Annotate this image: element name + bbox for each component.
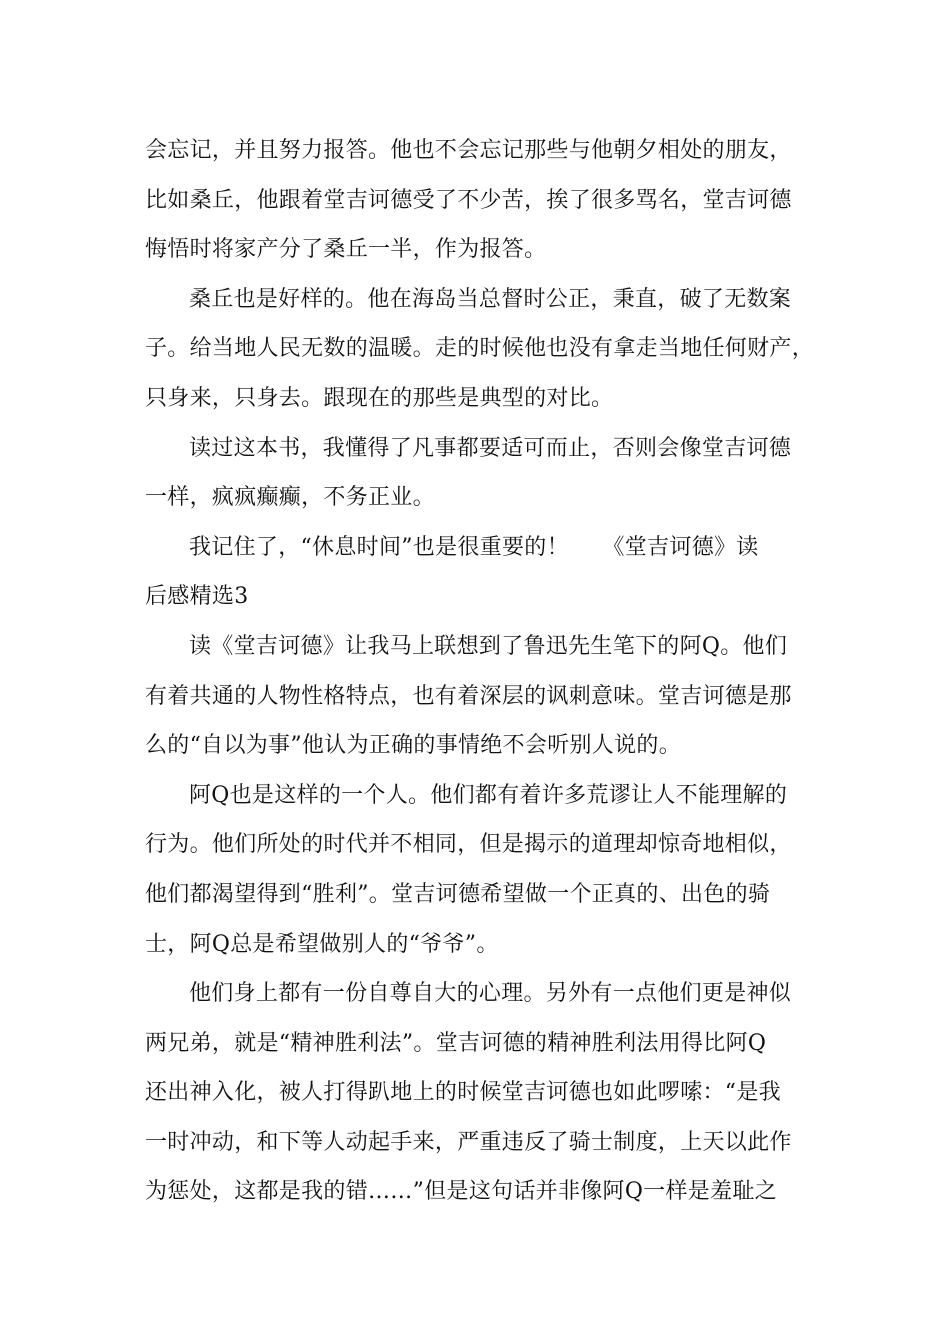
- text-line: 一样，疯疯癫癫，不务正业。: [145, 485, 435, 511]
- text-line: 么的“自以为事”他认为正确的事情绝不会听别人说的。: [145, 733, 681, 759]
- text-line: 为惩处，这都是我的错……”但是这句话并非像阿Q一样是羞耻之: [145, 1179, 777, 1205]
- text-line: 读过这本书，我懂得了凡事都要适可而止，否则会像堂吉诃德: [189, 435, 792, 461]
- text-line: 士，阿Q总是希望做别人的“爷爷”。: [145, 931, 499, 957]
- text-line: 他们身上都有一份自尊自大的心理。另外有一点他们更是神似: [189, 981, 792, 1007]
- text-line: 他们都渴望得到“胜利”。堂吉诃德希望做一个正真的、出色的骑: [145, 881, 771, 907]
- text-line: 两兄弟，就是“精神胜利法”。堂吉诃德的精神胜利法用得比阿Q: [145, 1030, 767, 1056]
- text-line: 悔悟时将家产分了桑丘一半，作为报答。: [145, 237, 547, 263]
- text-line: 行为。他们所处的时代并不相同，但是揭示的道理却惊奇地相似，: [145, 832, 792, 858]
- text-line: 只身来，只身去。跟现在的那些是典型的对比。: [145, 385, 614, 411]
- text-line: 还出神入化，被人打得趴地上的时候堂吉诃德也如此啰嗦：“是我: [145, 1080, 781, 1106]
- text-line: 一时冲动，和下等人动起手来，严重违反了骑士制度，上天以此作: [145, 1129, 792, 1155]
- text-line: 会忘记，并且努力报答。他也不会忘记那些与他朝夕相处的朋友，: [145, 138, 792, 163]
- text-line: 阿Q也是这样的一个人。他们都有着许多荒谬让人不能理解的: [189, 782, 788, 808]
- text-line: 读《堂吉诃德》让我马上联想到了鲁迅先生笔下的阿Q。他们: [189, 633, 788, 659]
- text-line: 后感精选3: [145, 584, 249, 610]
- text-line: 我记住了，“休息时间”也是很重要的！ 《堂吉诃德》读: [189, 534, 759, 560]
- text-line: 桑丘也是好样的。他在海岛当总督时公正，秉直，破了无数案: [189, 286, 792, 312]
- body-text: [145, 126, 825, 1217]
- text-line: 子。给当地人民无数的温暖。走的时候他也没有拿走当地任何财产，: [145, 336, 815, 362]
- text-line: 有着共通的人物性格特点，也有着深层的讽刺意味。堂吉诃德是那: [145, 683, 792, 709]
- text-line: 比如桑丘，他跟着堂吉诃德受了不少苦，挨了很多骂名，堂吉诃德: [145, 187, 792, 213]
